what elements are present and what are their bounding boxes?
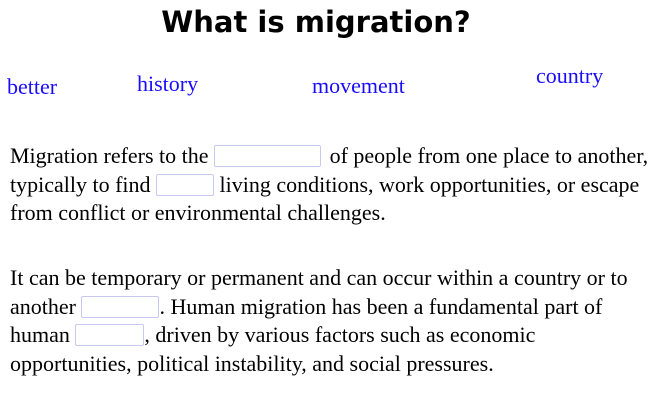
paragraph-text: living conditions, work opportunities, or escape from conflict or environmental challenges.	[10, 171, 640, 225]
paragraph-text: Migration refers to the	[10, 143, 215, 168]
paragraph-text: of people from one place to another, typically to find	[10, 143, 649, 197]
paragraph-text: It can be temporary or permanent and can occur within a country or to another	[10, 265, 628, 319]
blank-drop-zone-1[interactable]	[214, 145, 321, 167]
word-bank-item-better[interactable]: better	[7, 74, 58, 99]
blank-drop-zone-3[interactable]	[81, 296, 159, 318]
paragraph-text: , driven by various factors such as economic opportunities, political instability, and social pressures.	[10, 322, 536, 376]
paragraph-details	[10, 264, 652, 378]
blank-drop-zone-4[interactable]	[75, 324, 144, 346]
word-bank-item-country[interactable]: country	[536, 63, 604, 88]
word-bank-item-movement[interactable]: movement	[312, 73, 405, 98]
paragraph-text: . Human migration has been a fundamental part of human	[10, 293, 603, 347]
word-bank-item-history[interactable]: history	[137, 71, 199, 96]
blank-drop-zone-2[interactable]	[156, 174, 214, 196]
page-title: What is migration?	[161, 5, 471, 39]
paragraph-definition	[10, 142, 652, 228]
